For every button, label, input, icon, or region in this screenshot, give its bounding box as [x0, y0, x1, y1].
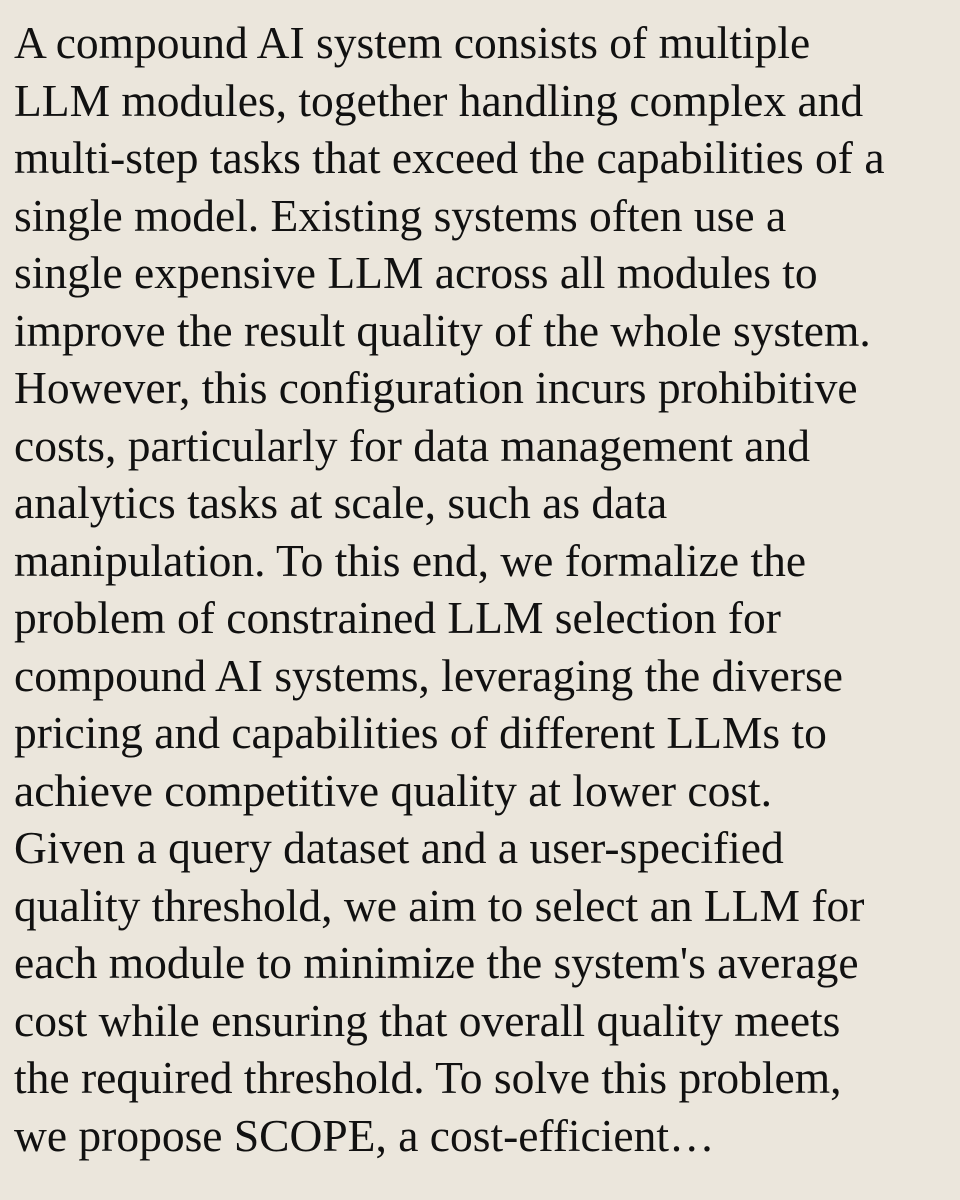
text-line: However, this configuration incurs prohibitive [14, 362, 858, 413]
text-line: multi-step tasks that exceed the capabilities of a [14, 132, 885, 183]
text-line: the required threshold. To solve this problem, [14, 1052, 842, 1103]
text-line: quality threshold, we aim to select an LLM for [14, 879, 865, 931]
text-line: analytics tasks at scale, such as data [14, 477, 668, 528]
text-line: single expensive LLM across all modules to [14, 247, 818, 298]
text-line: achieve competitive quality at lower cost. [14, 764, 773, 816]
text-line: improve the result quality of the whole system. [14, 304, 871, 356]
text-line: each module to minimize the system's average [14, 937, 859, 988]
text-line: problem of constrained LLM selection for [14, 592, 781, 643]
text-line: single model. Existing systems often use a [14, 189, 787, 241]
text-line: LLM modules, together handling complex and [14, 74, 864, 126]
text-line: pricing and capabilities of different LLMs to [14, 707, 827, 758]
text-line: compound AI systems, leveraging the diverse [14, 649, 843, 701]
text-line: manipulation. To this end, we formalize the [14, 534, 807, 586]
text-line: Given a query dataset and a user-specified [14, 822, 784, 873]
abstract-paragraph [14, 14, 940, 1164]
text-line: cost while ensuring that overall quality meets [14, 994, 841, 1046]
text-line: A compound AI system consists of multiple [14, 17, 811, 68]
text-line: costs, particularly for data management and [14, 419, 810, 471]
text-line: we propose SCOPE, a cost-efficient… [14, 1109, 715, 1161]
